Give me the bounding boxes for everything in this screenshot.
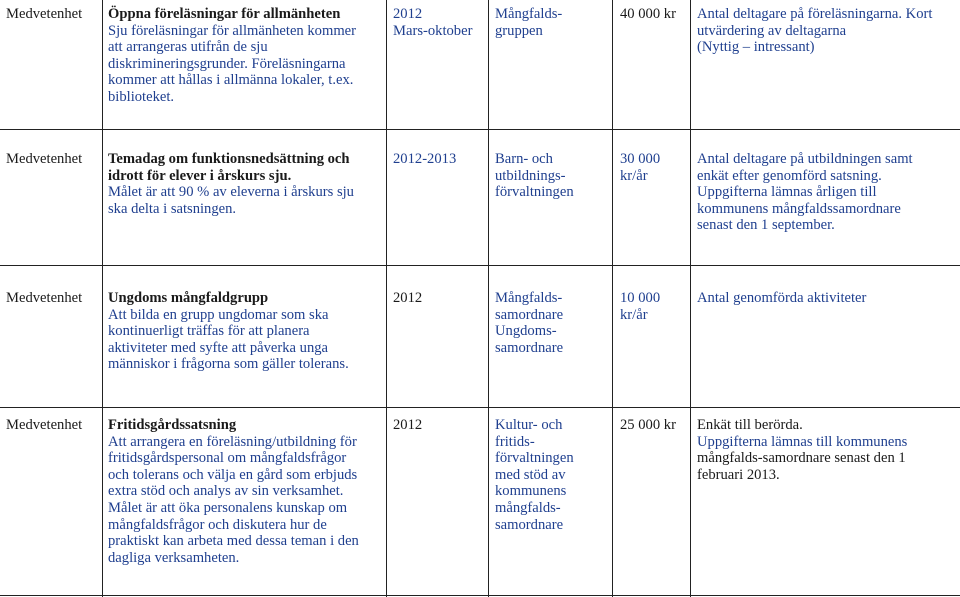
time-cell [393, 290, 422, 307]
time-line: 2012-2013 [393, 151, 457, 167]
responsible-line: samordnare [495, 306, 564, 323]
evaluation-line: Uppgifterna lämnas årligen till [697, 184, 877, 201]
unit-cell [6, 417, 82, 434]
time-cell [393, 151, 456, 168]
time-line: 2012 [393, 290, 423, 306]
activity-desc-line: Att bilda en grupp ungdomar som ska [108, 306, 329, 323]
responsible-line: förvaltningen [495, 184, 574, 201]
activity-desc-line: Målet är att öka personalens kunskap om [108, 499, 348, 516]
cost-line: 10 000 [620, 290, 661, 306]
evaluation-line: mångfalds-samordnare senast den 1 [697, 450, 906, 467]
responsible-cell [495, 6, 562, 39]
activity-desc-line: aktiviteter med syfte att påverka unga [108, 339, 329, 356]
row-divider [0, 595, 960, 596]
cost-line: 30 000 [620, 151, 661, 167]
responsible-line: fritids- [495, 433, 535, 450]
responsible-line: Kultur- och [495, 417, 563, 433]
activity-desc-line: Att arrangera en föreläsning/utbildning för [108, 433, 357, 450]
unit-cell [6, 6, 82, 23]
column-divider [102, 0, 103, 597]
responsible-line: gruppen [495, 22, 543, 39]
responsible-line: samordnare [495, 339, 564, 356]
time-line: 2012 [393, 417, 423, 433]
time-line: Mars-oktober [393, 22, 473, 39]
responsible-line: samordnare [495, 516, 564, 533]
activity-title-line: idrott för elever i årskurs sju. [108, 167, 292, 184]
activity-desc-line: extra stöd och analys av sin verksamhet. [108, 483, 344, 500]
activity-desc-line: kommer att hållas i allmänna lokaler, t.ex. [108, 72, 354, 89]
cost-cell [620, 290, 660, 323]
activity-desc-line: diskrimineringsgrunder. Föreläsningarna [108, 55, 346, 72]
activity-title: Fritidsgårdssatsning [108, 417, 237, 433]
row-divider [0, 129, 960, 130]
responsible-line: Mångfalds- [495, 290, 563, 306]
activity-title-line: Temadag om funktionsnedsättning och [108, 151, 350, 167]
unit-cell [6, 290, 82, 307]
activity-title: Öppna föreläsningar för allmänheten [108, 6, 341, 22]
responsible-line: med stöd av [495, 466, 566, 483]
evaluation-line: senast den 1 september. [697, 217, 835, 234]
unit-cell [6, 151, 82, 168]
column-divider [386, 0, 387, 597]
unit-label: Medvetenhet [6, 417, 83, 433]
evaluation-line: februari 2013. [697, 466, 780, 483]
column-divider [488, 0, 489, 597]
cost-line: kr/år [620, 167, 648, 184]
activity-cell [108, 417, 384, 566]
evaluation-line: Uppgifterna lämnas till kommunens [697, 433, 908, 450]
unit-label: Medvetenhet [6, 290, 83, 306]
activity-desc-line: mångfaldsfrågor och diskutera hur de [108, 516, 327, 533]
responsible-cell [495, 290, 563, 356]
cost-cell [620, 151, 660, 184]
activity-desc-line: kontinuerligt träffas för att planera [108, 323, 310, 340]
activity-desc-line: och tolerans och välja en gård som erbjuds [108, 466, 358, 483]
evaluation-line: Antal deltagare på utbildningen samt [697, 151, 913, 167]
evaluation-cell [697, 151, 959, 234]
cost-cell [620, 417, 676, 434]
evaluation-line: Enkät till berörda. [697, 417, 803, 433]
cost-line: kr/år [620, 306, 648, 323]
time-line: 2012 [393, 6, 423, 22]
activity-desc-line: människor i frågorna som gäller tolerans. [108, 356, 349, 373]
responsible-line: Ungdoms- [495, 323, 557, 340]
responsible-line: utbildnings- [495, 167, 566, 184]
responsible-cell [495, 151, 574, 201]
responsible-cell [495, 417, 574, 533]
activity-cell [108, 151, 384, 217]
evaluation-line: Antal genomförda aktiviteter [697, 290, 867, 306]
activity-cell [108, 6, 384, 106]
evaluation-line: Antal deltagare på föreläsningarna. Kort [697, 6, 933, 22]
activity-title: Ungdoms mångfaldgrupp [108, 290, 269, 306]
time-cell [393, 6, 472, 39]
row-divider [0, 265, 960, 266]
activity-desc-line: fritidsgårdspersonal om mångfaldsfrågor [108, 450, 347, 467]
evaluation-line: kommunens mångfaldssamordnare [697, 200, 901, 217]
unit-label: Medvetenhet [6, 151, 83, 167]
activity-desc-line: att arrangeras utifrån de sju [108, 39, 268, 56]
row-divider [0, 407, 960, 408]
evaluation-line: utvärdering av deltagarna [697, 22, 847, 39]
activity-desc-line: biblioteket. [108, 88, 175, 105]
cost-cell [620, 6, 676, 23]
responsible-line: mångfalds- [495, 499, 561, 516]
time-cell [393, 417, 422, 434]
evaluation-line: (Nyttig – intressant) [697, 39, 815, 56]
column-divider [690, 0, 691, 597]
responsible-line: förvaltningen [495, 450, 574, 467]
evaluation-line: enkät efter genomförd satsning. [697, 167, 882, 184]
unit-label: Medvetenhet [6, 6, 83, 22]
activity-desc-line: Målet är att 90 % av eleverna i årskurs sju [108, 184, 354, 201]
activity-cell [108, 290, 384, 373]
activity-desc-line: ska delta i satsningen. [108, 200, 237, 217]
evaluation-cell [697, 290, 959, 307]
activity-desc-line: praktiskt kan arbeta med dessa teman i den [108, 533, 359, 550]
responsible-line: Barn- och [495, 151, 553, 167]
activity-desc-line: Sju föreläsningar för allmänheten kommer [108, 22, 357, 39]
evaluation-cell [697, 6, 959, 56]
activity-desc-line: dagliga verksamheten. [108, 549, 240, 566]
evaluation-cell [697, 417, 959, 483]
cost-line: 40 000 kr [620, 6, 676, 22]
responsible-line: Mångfalds- [495, 6, 563, 22]
cost-line: 25 000 kr [620, 417, 676, 433]
responsible-line: kommunens [495, 483, 567, 500]
column-divider [612, 0, 613, 597]
